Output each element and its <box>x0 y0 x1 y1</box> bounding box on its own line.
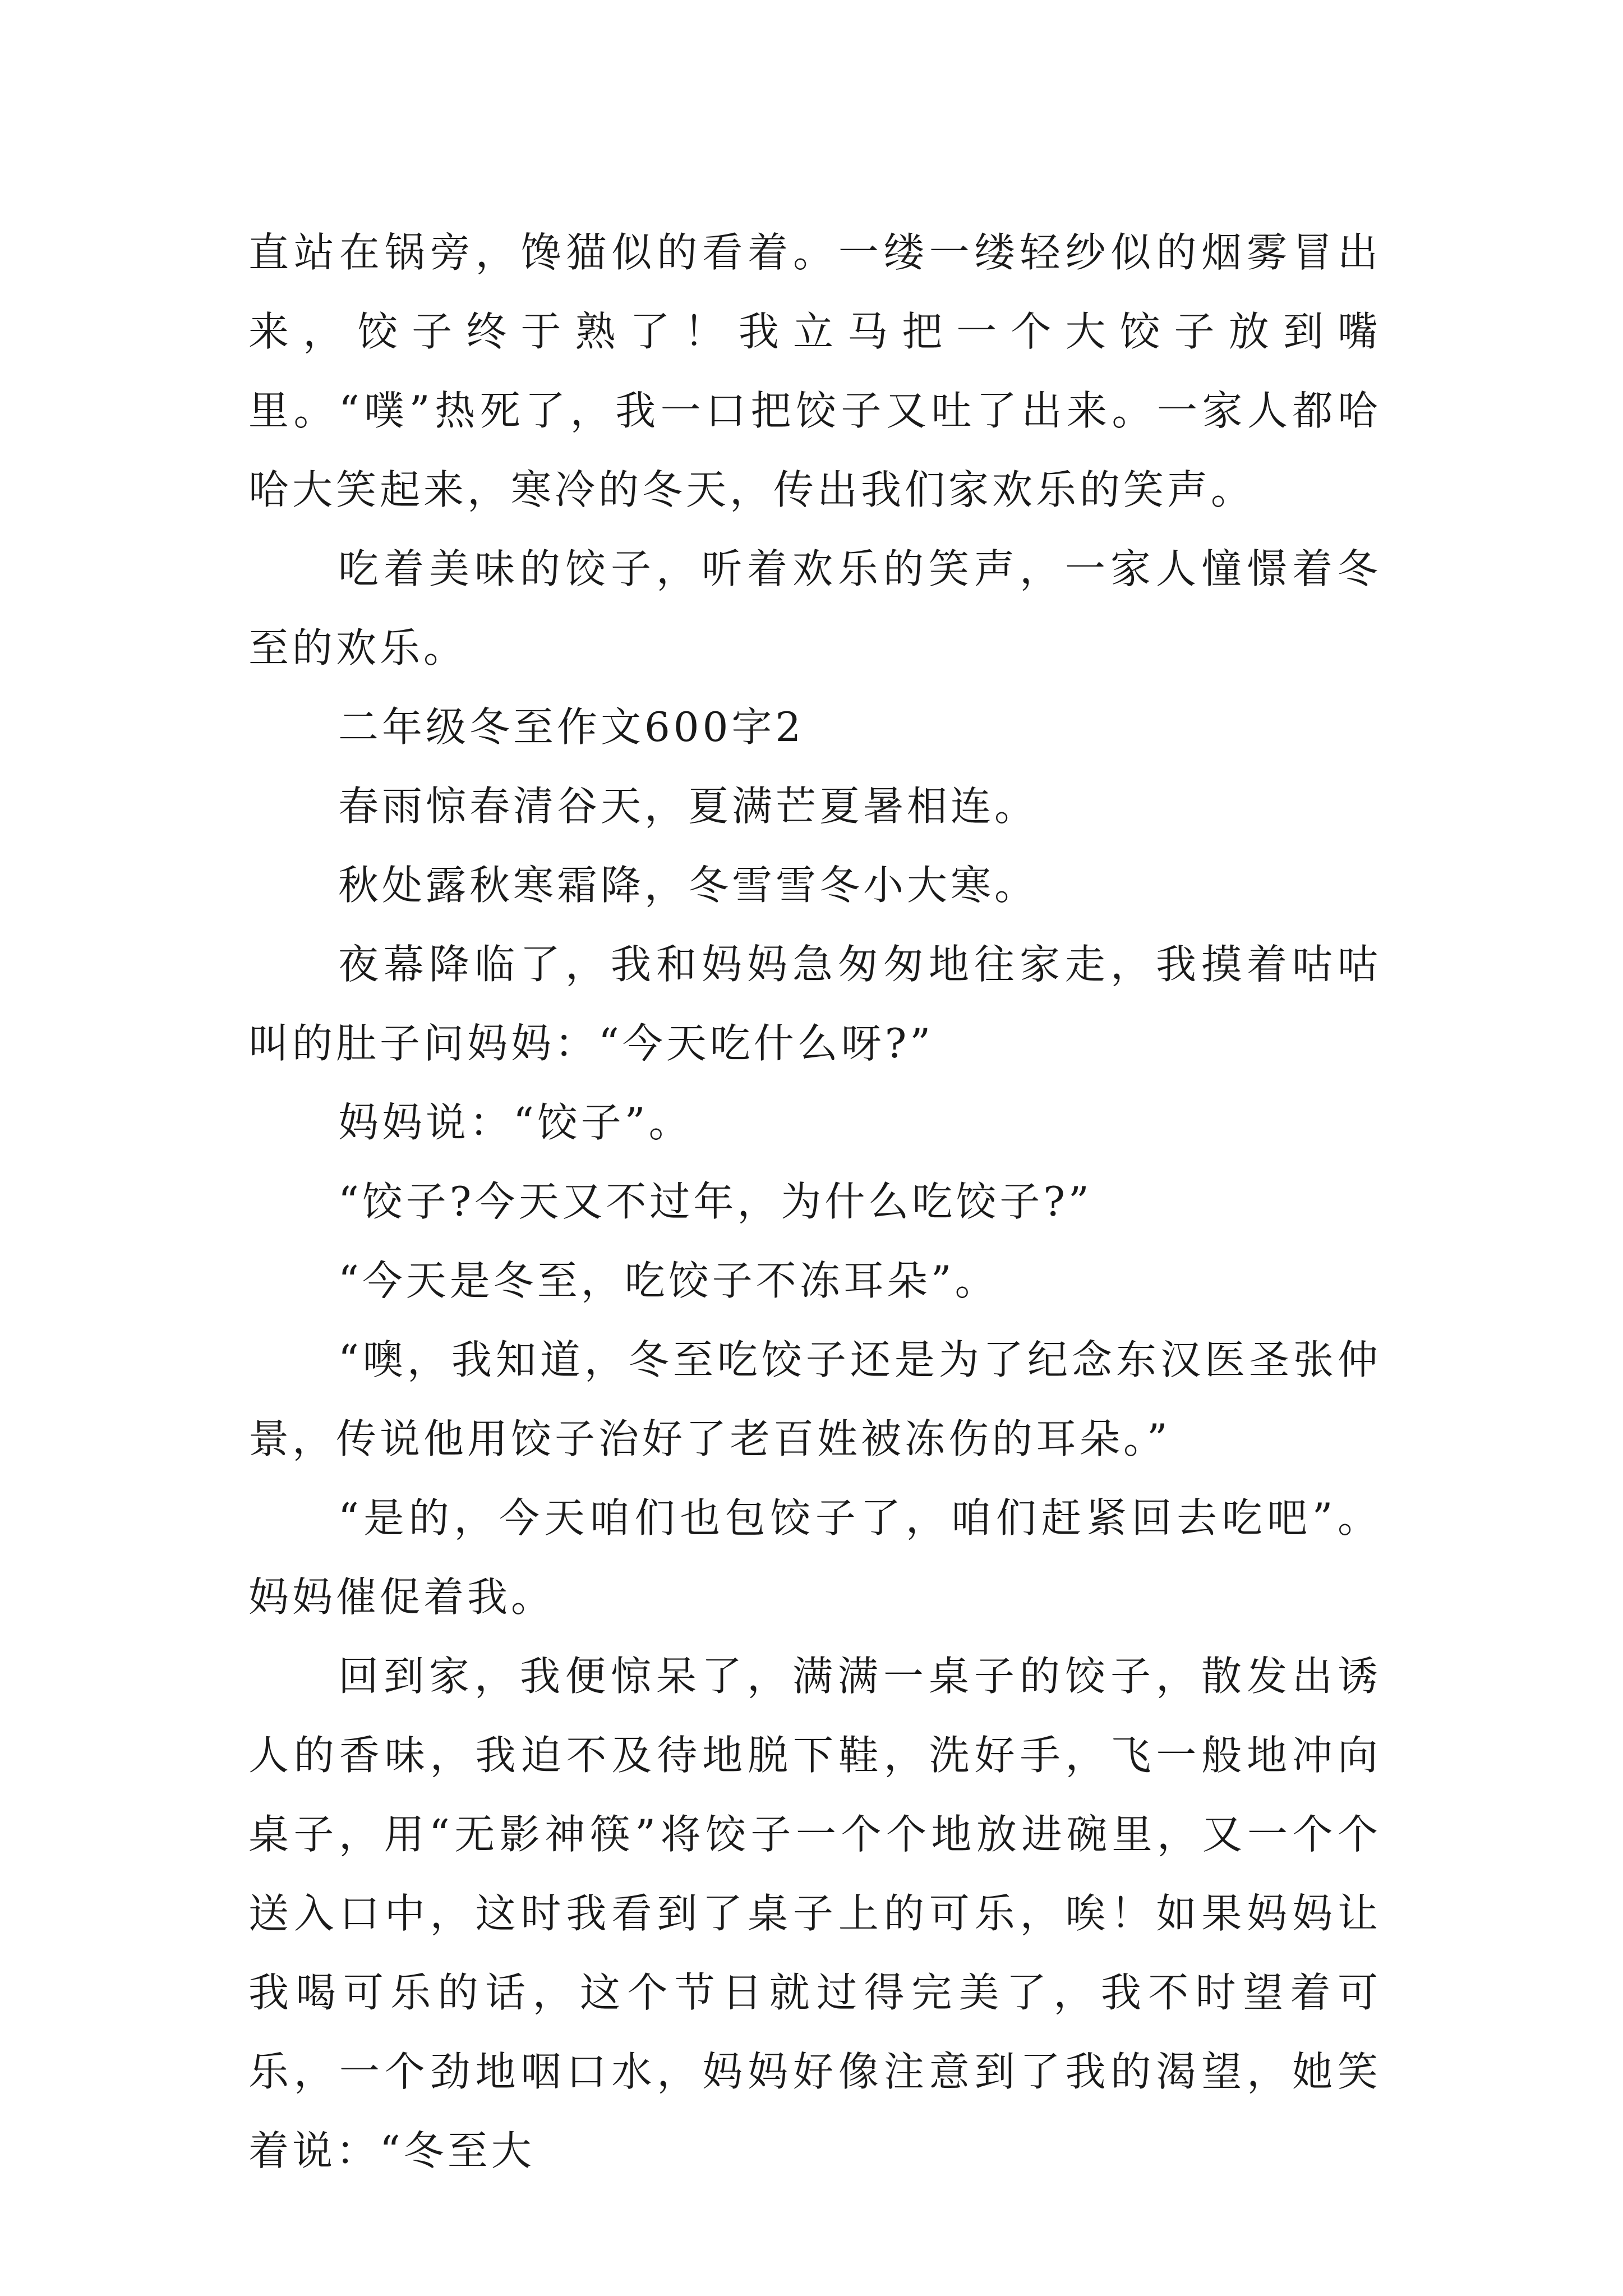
section-heading: 二年级冬至作文600字2 <box>338 703 805 751</box>
paragraph-7: “噢，我知道，冬至吃饺子还是为了纪念东汉医圣张仲景，传说他用饺子治好了老百姓被冻伤的耳朵。” <box>248 1336 1381 1462</box>
paragraph-2: 吃着美味的饺子，听着欢乐的笑声，一家人憧憬着冬至的欢乐。 <box>248 545 1381 671</box>
paragraph-1: 直站在锅旁，馋猫似的看着。一缕一缕轻纱似的烟雾冒出来，饺子终于熟了！我立马把一个大饺子放到嘴里。“噗”热死了，我一口把饺子又吐了出来。一家人都哈哈大笑起来，寒冷的冬天，传出我们家欢乐的笑声。 <box>248 229 1381 513</box>
paragraph-9: 回到家，我便惊呆了，满满一桌子的饺子，散发出诱人的香味，我迫不及待地脱下鞋，洗好手，飞一般地冲向桌子，用“无影神筷”将饺子一个个地放进碗里，又一个个送入口中，这时我看到了桌子上的可乐，唉！如果妈妈让我喝可乐的话，这个节日就过得完美了，我不时望着可乐，一个劲地咽口水，妈妈好像注意到了我的渴望，她笑着说：“冬至大 <box>248 1653 1381 2174</box>
paragraph-5: “饺子?今天又不过年，为什么吃饺子?” <box>338 1178 1092 1225</box>
paragraph-6: “今天是冬至，吃饺子不冻耳朵”。 <box>338 1257 999 1304</box>
document-body <box>248 213 1381 2191</box>
poem-line-1: 春雨惊春清谷天，夏满芒夏暑相连。 <box>338 783 1039 830</box>
poem-line-2: 秋处露秋寒霜降，冬雪雪冬小大寒。 <box>338 862 1039 909</box>
paragraph-8: “是的，今天咱们也包饺子了，咱们赶紧回去吃吧”。妈妈催促着我。 <box>248 1494 1381 1621</box>
paragraph-4: 妈妈说：“饺子”。 <box>338 1099 693 1146</box>
paragraph-3: 夜幕降临了，我和妈妈急匆匆地往家走，我摸着咕咕叫的肚子问妈妈：“今天吃什么呀?” <box>248 941 1381 1067</box>
